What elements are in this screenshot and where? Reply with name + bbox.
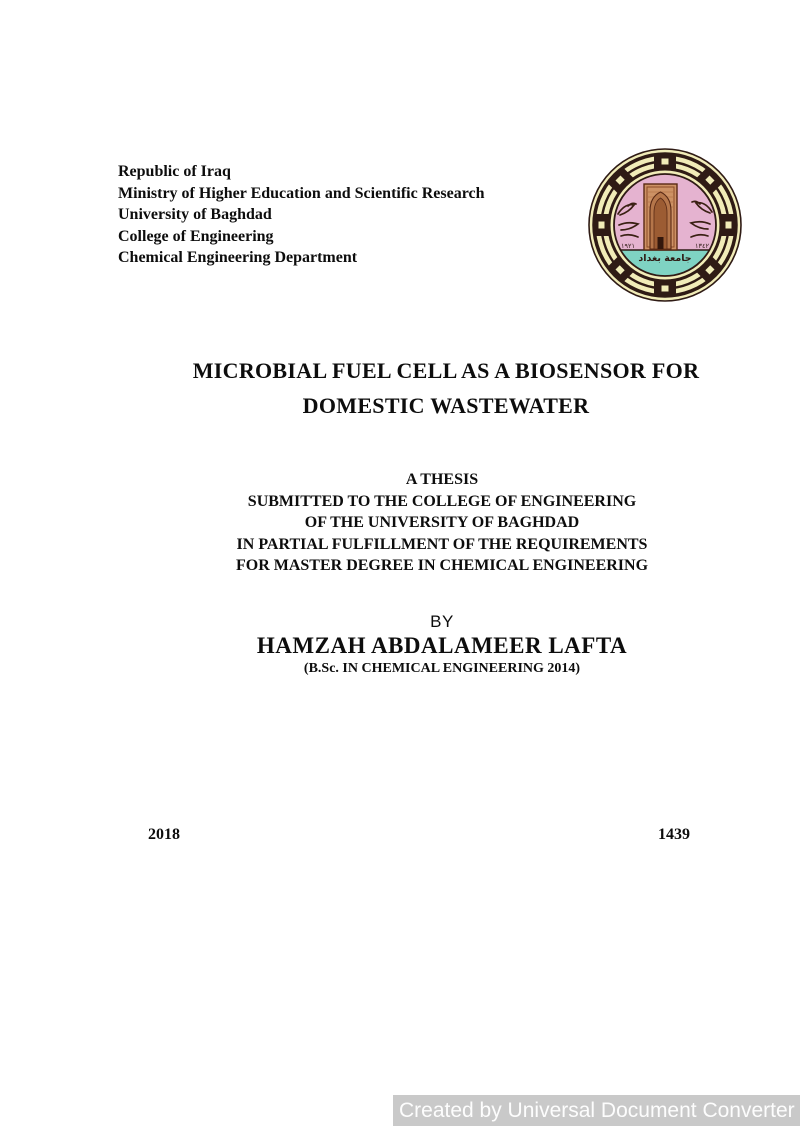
watermark-bar [393, 1095, 800, 1126]
university-emblem-graphic [588, 148, 742, 302]
year-row [148, 826, 690, 844]
emblem-year-right: ١٣٤٢ [695, 242, 709, 250]
year-hijri: 1439 [658, 826, 690, 843]
author-degree: (B.Sc. IN CHEMICAL ENGINEERING 2014) [303, 661, 581, 676]
institution-header [118, 161, 485, 269]
thesis-statement-line3: OF THE UNIVERSITY OF BAGHDAD [304, 514, 580, 531]
author-name: HAMZAH ABDALAMEER LAFTA [256, 633, 628, 658]
thesis-statement-line1: A THESIS [405, 471, 479, 488]
university-of-baghdad-logo [588, 148, 742, 302]
thesis-title-line2: DOMESTIC WASTEWATER [302, 393, 590, 418]
emblem-university-script: جامعة بغداد [638, 253, 692, 264]
thesis-statement-line2: SUBMITTED TO THE COLLEGE OF ENGINEERING [247, 492, 637, 510]
header-line-country: Republic of Iraq [118, 163, 231, 180]
emblem-gate [644, 184, 677, 250]
thesis-title [118, 353, 774, 423]
header-line-university: University of Baghdad [118, 206, 272, 223]
thesis-statement-line5: FOR MASTER DEGREE IN CHEMICAL ENGINEERING [235, 557, 649, 574]
emblem-year-left: ١٩٢١ [621, 242, 635, 250]
watermark-text: Created by Universal Document Converter [399, 1098, 795, 1122]
header-line-department: Chemical Engineering Department [118, 249, 358, 266]
header-line-ministry: Ministry of Higher Education and Scientific Research [118, 184, 485, 202]
thesis-statement [118, 469, 766, 577]
year-gregorian: 2018 [148, 826, 180, 843]
header-line-college: College of Engineering [118, 227, 274, 245]
thesis-statement-line4: IN PARTIAL FULFILLMENT OF THE REQUIREMENTS [236, 535, 648, 553]
thesis-title-line1: MICROBIAL FUEL CELL AS A BIOSENSOR FOR [192, 358, 700, 383]
by-label: BY [430, 612, 454, 631]
